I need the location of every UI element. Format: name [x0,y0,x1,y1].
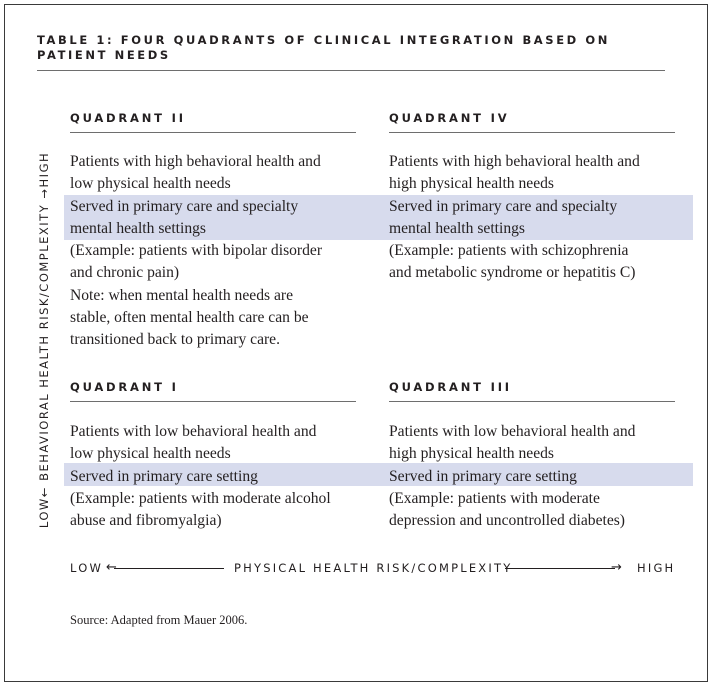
quadrant-2-line: low physical health needs [70,175,231,193]
quadrant-4-line: high physical health needs [389,175,554,193]
quadrant-4-example: and metabolic syndrome or hepatitis C) [389,264,636,282]
quadrant-2-note: stable, often mental health care can be [70,309,309,327]
arrow-left-icon: ← [106,560,117,575]
quadrant-4-body [389,151,689,285]
quadrant-1-example: (Example: patients with moderate alcohol [70,489,331,507]
x-axis-high: HIGH [637,561,676,575]
quadrant-1-served: Served in primary care setting [70,467,258,485]
quadrant-2-served: Served in primary care and specialty [70,197,299,215]
quadrant-1-example: abuse and fibromyalgia) [70,512,222,530]
arrow-left-icon: ← [37,480,51,498]
y-axis-high: HIGH [37,151,51,188]
quadrant-3-divider [389,401,675,402]
quadrant-4-divider [389,132,675,133]
quadrant-4-example: (Example: patients with schizophrenia [389,242,629,260]
quadrant-2-example: (Example: patients with bipolar disorder [70,242,323,260]
quadrant-2-served: mental health settings [70,219,206,237]
quadrant-2-example: and chronic pain) [70,264,180,282]
quadrant-4-line: Patients with high behavioral health and [389,153,640,170]
quadrant-2-note: Note: when mental health needs are [70,286,293,304]
quadrant-3-line: Patients with low behavioral health and [389,423,636,440]
quadrant-2-note: transitioned back to primary care. [70,331,280,349]
quadrant-2-heading: QUADRANT II [70,111,186,125]
quadrant-3-example: depression and uncontrolled diabetes) [389,512,626,530]
quadrant-1-heading: QUADRANT I [70,380,179,394]
x-axis-line-left [114,568,224,569]
table-title: TABLE 1: FOUR QUADRANTS OF CLINICAL INTEGRATION BASED ON PATIENT NEEDS [37,33,610,62]
arrow-right-icon: → [611,560,622,575]
title-divider [37,70,665,71]
quadrant-2-body [70,151,370,352]
y-axis-title: BEHAVIORAL HEALTH RISK/COMPLEXITY [37,203,51,481]
quadrant-4-heading: QUADRANT IV [389,111,510,125]
quadrant-3-line: high physical health needs [389,445,554,463]
y-axis-label [37,152,51,528]
quadrant-3-heading: QUADRANT III [389,380,512,394]
quadrant-3-served: Served in primary care setting [389,467,577,485]
x-axis-line-right [505,568,615,569]
x-axis-low: LOW [70,561,104,575]
quadrant-2-line: Patients with high behavioral health and [70,153,321,170]
quadrant-3-body [389,421,689,532]
quadrant-2-divider [70,132,356,133]
x-axis-label [70,560,675,576]
source-note: Source: Adapted from Mauer 2006. [70,613,248,627]
arrow-right-icon: → [37,187,51,204]
x-axis-title: PHYSICAL HEALTH RISK/COMPLEXITY [234,561,513,575]
quadrant-1-line: Patients with low behavioral health and [70,423,317,440]
quadrant-3-example: (Example: patients with moderate [389,489,600,507]
quadrant-4-served: mental health settings [389,219,525,237]
quadrant-1-body [70,421,370,532]
quadrant-1-line: low physical health needs [70,445,231,463]
y-axis-low: LOW [37,497,51,529]
quadrant-4-served: Served in primary care and specialty [389,197,618,215]
quadrant-1-divider [70,401,356,402]
